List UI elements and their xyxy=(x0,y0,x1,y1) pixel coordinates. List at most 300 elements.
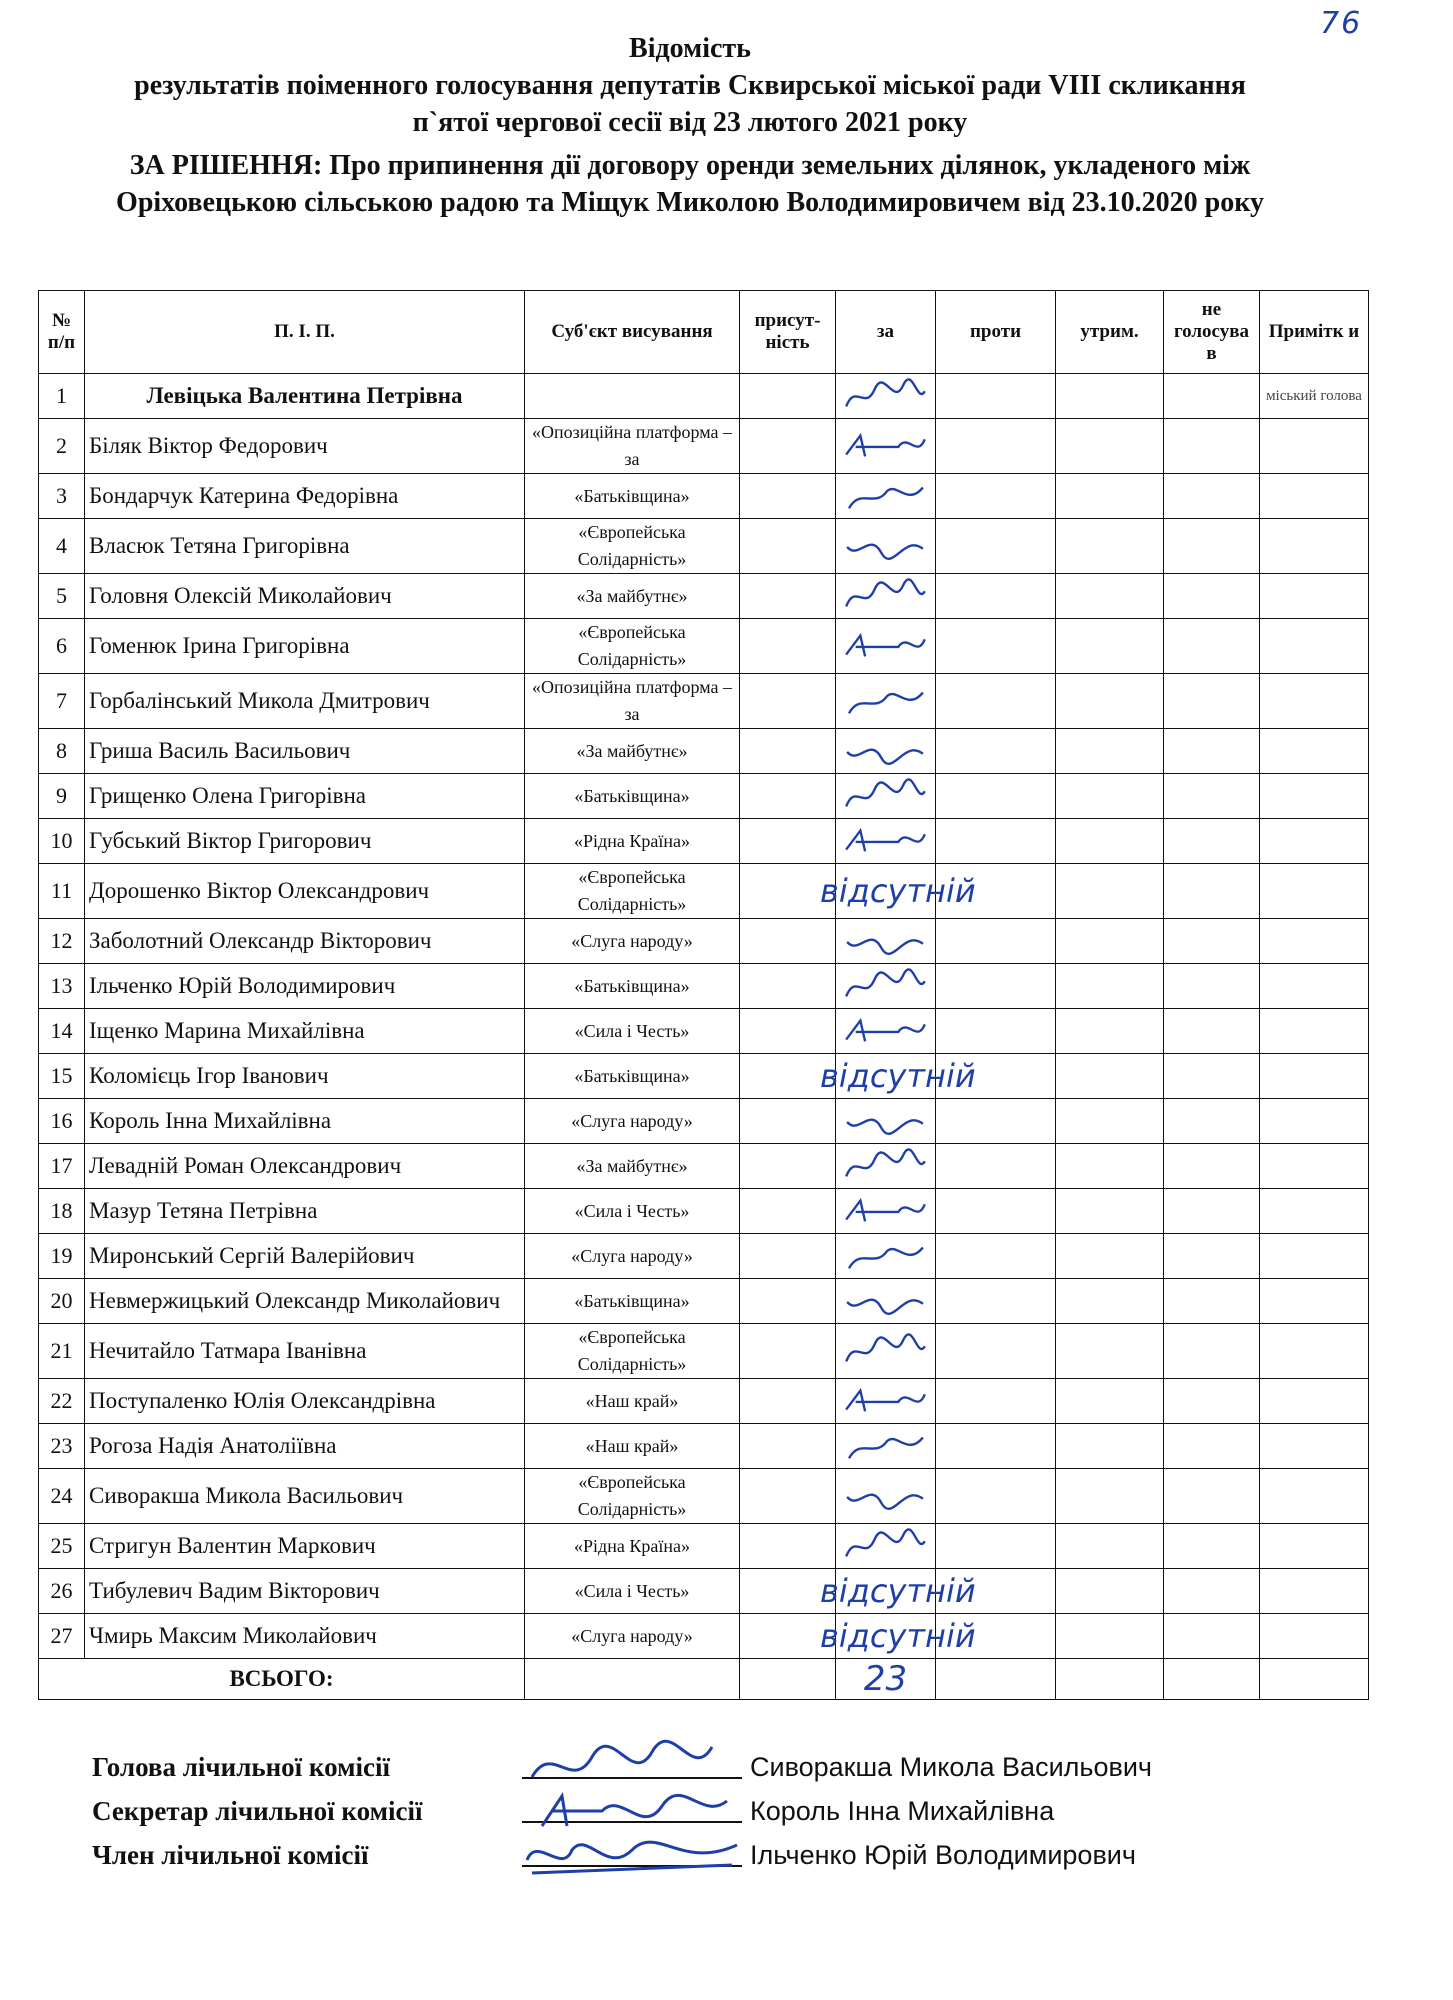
vote-against-cell xyxy=(936,1009,1056,1054)
deputy-name: Заболотний Олександр Вікторович xyxy=(85,919,525,964)
nominating-party: «Сила і Честь» xyxy=(525,1569,740,1614)
vote-abstain-cell xyxy=(1056,419,1164,474)
row-number: 15 xyxy=(39,1054,85,1099)
row-number: 26 xyxy=(39,1569,85,1614)
row-number: 3 xyxy=(39,474,85,519)
not-voted-cell xyxy=(1164,1189,1260,1234)
not-voted-cell xyxy=(1164,919,1260,964)
nominating-party: «Європейська Солідарність» xyxy=(525,1324,740,1379)
row-number: 1 xyxy=(39,374,85,419)
present-cell xyxy=(740,374,836,419)
vote-abstain-cell xyxy=(1056,919,1164,964)
table-row xyxy=(39,474,1369,519)
table-row xyxy=(39,574,1369,619)
notes-cell xyxy=(1260,1569,1369,1614)
nominating-party: «Батьківщина» xyxy=(525,774,740,819)
vote-for-cell xyxy=(836,964,936,1009)
vote-abstain-cell xyxy=(1056,1569,1164,1614)
handwritten-signature xyxy=(840,923,930,959)
row-number: 27 xyxy=(39,1614,85,1659)
vote-abstain-cell xyxy=(1056,1379,1164,1424)
commission-role: Член лічильної комісії xyxy=(92,1839,369,1870)
vote-against-cell xyxy=(936,1524,1056,1569)
vote-against-cell xyxy=(936,729,1056,774)
handwritten-signature xyxy=(840,1148,930,1184)
notes-cell xyxy=(1260,1144,1369,1189)
nominating-party: «Батьківщина» xyxy=(525,1279,740,1324)
handwritten-signature xyxy=(840,578,930,614)
table-header-row xyxy=(39,291,1369,374)
nominating-party: «Рідна Країна» xyxy=(525,819,740,864)
table-row xyxy=(39,1099,1369,1144)
vote-abstain-cell xyxy=(1056,1324,1164,1379)
handwritten-signature xyxy=(840,478,930,514)
vote-for-cell xyxy=(836,1144,936,1189)
table-row xyxy=(39,674,1369,729)
table-row xyxy=(39,964,1369,1009)
not-voted-cell xyxy=(1164,774,1260,819)
signature-line xyxy=(522,1821,742,1823)
vote-for-cell xyxy=(820,1569,976,1614)
vote-against-cell xyxy=(936,374,1056,419)
header-not-voted: не голосува в xyxy=(1164,291,1260,374)
deputy-name: Дорошенко Віктор Олександрович xyxy=(85,864,525,919)
vote-for-cell xyxy=(836,729,936,774)
table-row xyxy=(39,1189,1369,1234)
commission-row xyxy=(92,1833,1242,1877)
deputy-name: Миронський Сергій Валерійович xyxy=(85,1234,525,1279)
notes-cell: міський голова xyxy=(1260,374,1369,419)
not-voted-cell xyxy=(1164,1234,1260,1279)
handwritten-signature xyxy=(512,1825,752,1885)
commission-member-name: Сиворакша Микола Васильович xyxy=(750,1751,1152,1782)
vote-for-cell xyxy=(836,1189,936,1234)
present-cell xyxy=(740,774,836,819)
not-voted-cell xyxy=(1164,819,1260,864)
vote-abstain-cell xyxy=(1056,1469,1164,1524)
table-row xyxy=(39,1614,1369,1659)
handwritten-signature xyxy=(840,778,930,814)
vote-for-cell xyxy=(836,1524,936,1569)
present-cell xyxy=(740,1234,836,1279)
not-voted-cell xyxy=(1164,474,1260,519)
notes-cell xyxy=(1260,964,1369,1009)
nominating-party: «Батьківщина» xyxy=(525,474,740,519)
deputy-name: Біляк Віктор Федорович xyxy=(85,419,525,474)
handwritten-signature xyxy=(840,1428,930,1464)
header-abstain: утрим. xyxy=(1056,291,1164,374)
table-row xyxy=(39,819,1369,864)
notes-cell xyxy=(1260,1099,1369,1144)
vote-against-cell xyxy=(936,574,1056,619)
vote-for-cell xyxy=(836,1099,936,1144)
nominating-party xyxy=(525,374,740,419)
handwritten-signature xyxy=(840,1103,930,1139)
vote-for-cell xyxy=(836,419,936,474)
vote-against-cell xyxy=(936,1324,1056,1379)
vote-table xyxy=(38,290,1369,1700)
vote-abstain-cell xyxy=(1056,474,1164,519)
not-voted-cell xyxy=(1164,1054,1260,1099)
row-number: 24 xyxy=(39,1469,85,1524)
present-cell xyxy=(740,1009,836,1054)
present-cell xyxy=(740,964,836,1009)
table-row xyxy=(39,419,1369,474)
deputy-name: Тибулевич Вадим Вікторович xyxy=(85,1569,525,1614)
document-title: Відомість xyxy=(629,33,751,64)
deputy-name: Стригун Валентин Маркович xyxy=(85,1524,525,1569)
present-cell xyxy=(740,819,836,864)
notes-cell xyxy=(1260,1054,1369,1099)
vote-for-cell xyxy=(836,674,936,729)
present-cell xyxy=(740,729,836,774)
notes-cell xyxy=(1260,519,1369,574)
total-present xyxy=(740,1659,836,1700)
commission-member-name: Ільченко Юрій Володимирович xyxy=(750,1839,1136,1870)
table-row xyxy=(39,774,1369,819)
vote-abstain-cell xyxy=(1056,1099,1164,1144)
notes-cell xyxy=(1260,729,1369,774)
notes-cell xyxy=(1260,1379,1369,1424)
handwritten-signature xyxy=(840,1238,930,1274)
resolution-line-2: Оріховецькою сільською радою та Міщук Миколою Володимировичем від 23.10.2020 року xyxy=(116,187,1264,218)
not-voted-cell xyxy=(1164,964,1260,1009)
not-voted-cell xyxy=(1164,1379,1260,1424)
vote-for-cell xyxy=(836,1234,936,1279)
nominating-party: «Слуга народу» xyxy=(525,919,740,964)
nominating-party: «Наш край» xyxy=(525,1379,740,1424)
vote-against-cell xyxy=(936,1189,1056,1234)
nominating-party: «Європейська Солідарність» xyxy=(525,1469,740,1524)
document-subtitle-2: п`ятої чергової сесії від 23 лютого 2021 року xyxy=(412,107,968,138)
deputy-name: Сиворакша Микола Васильович xyxy=(85,1469,525,1524)
vote-against-cell xyxy=(936,519,1056,574)
commission-role: Секретар лічильної комісії xyxy=(92,1795,423,1826)
table-row xyxy=(39,1524,1369,1569)
row-number: 13 xyxy=(39,964,85,1009)
row-number: 19 xyxy=(39,1234,85,1279)
total-notes xyxy=(1260,1659,1369,1700)
table-row xyxy=(39,1144,1369,1189)
vote-for-cell xyxy=(836,1279,936,1324)
total-not-voted xyxy=(1164,1659,1260,1700)
not-voted-cell xyxy=(1164,1324,1260,1379)
deputy-name: Невмержицький Олександр Миколайович xyxy=(85,1279,525,1324)
row-number: 17 xyxy=(39,1144,85,1189)
present-cell xyxy=(740,1469,836,1524)
vote-abstain-cell xyxy=(1056,1279,1164,1324)
handwritten-signature xyxy=(840,1193,930,1229)
handwritten-signature xyxy=(840,968,930,1004)
table-row xyxy=(39,919,1369,964)
notes-cell xyxy=(1260,1424,1369,1469)
vote-abstain-cell xyxy=(1056,619,1164,674)
present-cell xyxy=(740,519,836,574)
not-voted-cell xyxy=(1164,419,1260,474)
deputy-name: Гоменюк Ірина Григорівна xyxy=(85,619,525,674)
handwritten-signature xyxy=(840,683,930,719)
row-number: 23 xyxy=(39,1424,85,1469)
not-voted-cell xyxy=(1164,1469,1260,1524)
present-cell xyxy=(740,474,836,519)
not-voted-cell xyxy=(1164,729,1260,774)
vote-against-cell xyxy=(936,419,1056,474)
notes-cell xyxy=(1260,574,1369,619)
vote-for-cell xyxy=(836,574,936,619)
commission-member-name: Король Інна Михайлівна xyxy=(750,1795,1055,1826)
notes-cell xyxy=(1260,1234,1369,1279)
vote-abstain-cell xyxy=(1056,864,1164,919)
vote-against-cell xyxy=(936,964,1056,1009)
header-notes: Примітк и xyxy=(1260,291,1369,374)
vote-abstain-cell xyxy=(1056,1614,1164,1659)
vote-abstain-cell xyxy=(1056,674,1164,729)
vote-abstain-cell xyxy=(1056,1189,1164,1234)
handwritten-signature xyxy=(840,1283,930,1319)
table-row xyxy=(39,864,1369,919)
handwritten-signature xyxy=(840,628,930,664)
table-row xyxy=(39,1469,1369,1524)
table-row xyxy=(39,1424,1369,1469)
vote-abstain-cell xyxy=(1056,1234,1164,1279)
handwritten-signature xyxy=(840,1333,930,1369)
vote-for-cell xyxy=(836,919,936,964)
vote-against-cell xyxy=(936,1099,1056,1144)
header-present: присут-ність xyxy=(740,291,836,374)
total-for xyxy=(836,1659,936,1700)
not-voted-cell xyxy=(1164,674,1260,729)
page-number: 76 xyxy=(1320,6,1363,41)
handwritten-signature xyxy=(840,1528,930,1564)
handwritten-signature xyxy=(840,528,930,564)
vote-abstain-cell xyxy=(1056,1424,1164,1469)
row-number: 11 xyxy=(39,864,85,919)
deputy-name: Горбалінський Микола Дмитрович xyxy=(85,674,525,729)
deputy-name: Левіцька Валентина Петрівна xyxy=(85,374,525,419)
not-voted-cell xyxy=(1164,619,1260,674)
nominating-party: «Сила і Честь» xyxy=(525,1009,740,1054)
vote-against-cell xyxy=(936,1234,1056,1279)
vote-table-body xyxy=(39,374,1369,1659)
absent-mark: відсутній xyxy=(820,1057,976,1095)
header-for: за xyxy=(836,291,936,374)
not-voted-cell xyxy=(1164,374,1260,419)
row-number: 18 xyxy=(39,1189,85,1234)
present-cell xyxy=(740,1524,836,1569)
vote-for-cell xyxy=(836,1009,936,1054)
vote-for-cell xyxy=(836,819,936,864)
row-number: 6 xyxy=(39,619,85,674)
nominating-party: «Опозиційна платформа – за xyxy=(525,674,740,729)
total-label: ВСЬОГО: xyxy=(39,1659,525,1700)
row-number: 20 xyxy=(39,1279,85,1324)
vote-abstain-cell xyxy=(1056,819,1164,864)
deputy-name: Грищенко Олена Григорівна xyxy=(85,774,525,819)
vote-against-cell xyxy=(936,1144,1056,1189)
notes-cell xyxy=(1260,419,1369,474)
header-party: Суб'єкт висування xyxy=(525,291,740,374)
vote-abstain-cell xyxy=(1056,574,1164,619)
vote-for-cell xyxy=(836,1379,936,1424)
nominating-party: «Європейська Солідарність» xyxy=(525,619,740,674)
present-cell xyxy=(740,919,836,964)
row-number: 4 xyxy=(39,519,85,574)
row-number: 16 xyxy=(39,1099,85,1144)
deputy-name: Бондарчук Катерина Федорівна xyxy=(85,474,525,519)
deputy-name: Іщенко Марина Михайлівна xyxy=(85,1009,525,1054)
header-against: проти xyxy=(936,291,1056,374)
vote-for-cell xyxy=(820,1614,976,1659)
deputy-name: Коломієць Ігор Іванович xyxy=(85,1054,525,1099)
total-party xyxy=(525,1659,740,1700)
vote-abstain-cell xyxy=(1056,519,1164,574)
deputy-name: Левадній Роман Олександрович xyxy=(85,1144,525,1189)
vote-against-cell xyxy=(936,1379,1056,1424)
nominating-party: «Опозиційна платформа – за xyxy=(525,419,740,474)
deputy-name: Ільченко Юрій Володимирович xyxy=(85,964,525,1009)
deputy-name: Мазур Тетяна Петрівна xyxy=(85,1189,525,1234)
table-row xyxy=(39,1009,1369,1054)
table-row xyxy=(39,1324,1369,1379)
present-cell xyxy=(740,1279,836,1324)
row-number: 22 xyxy=(39,1379,85,1424)
table-row xyxy=(39,1234,1369,1279)
notes-cell xyxy=(1260,619,1369,674)
vote-against-cell xyxy=(936,1279,1056,1324)
nominating-party: «Європейська Солідарність» xyxy=(525,864,740,919)
vote-against-cell xyxy=(936,674,1056,729)
notes-cell xyxy=(1260,1279,1369,1324)
deputy-name: Головня Олексій Миколайович xyxy=(85,574,525,619)
handwritten-signature xyxy=(840,1478,930,1514)
vote-against-cell xyxy=(936,619,1056,674)
vote-against-cell xyxy=(936,819,1056,864)
deputy-name: Рогоза Надія Анатоліївна xyxy=(85,1424,525,1469)
nominating-party: «Слуга народу» xyxy=(525,1234,740,1279)
table-row xyxy=(39,374,1369,419)
resolution-line-1: ЗА РІШЕННЯ: Про припинення дії договору оренди земельних ділянок, укладеного між xyxy=(129,150,1251,181)
deputy-name: Власюк Тетяна Григорівна xyxy=(85,519,525,574)
vote-for-cell xyxy=(836,474,936,519)
nominating-party: «За майбутнє» xyxy=(525,1144,740,1189)
table-row xyxy=(39,1379,1369,1424)
not-voted-cell xyxy=(1164,864,1260,919)
deputy-name: Король Інна Михайлівна xyxy=(85,1099,525,1144)
row-number: 21 xyxy=(39,1324,85,1379)
not-voted-cell xyxy=(1164,1009,1260,1054)
total-abstain xyxy=(1056,1659,1164,1700)
not-voted-cell xyxy=(1164,1569,1260,1614)
row-number: 8 xyxy=(39,729,85,774)
present-cell xyxy=(740,419,836,474)
nominating-party: «За майбутнє» xyxy=(525,729,740,774)
notes-cell xyxy=(1260,864,1369,919)
vote-against-cell xyxy=(936,774,1056,819)
notes-cell xyxy=(1260,1189,1369,1234)
notes-cell xyxy=(1260,474,1369,519)
signature-line xyxy=(522,1777,742,1779)
document-subtitle-1: результатів поіменного голосування депутатів Сквирської міської ради VIII скликання xyxy=(134,70,1246,101)
row-number: 12 xyxy=(39,919,85,964)
vote-abstain-cell xyxy=(1056,774,1164,819)
notes-cell xyxy=(1260,774,1369,819)
vote-for-cell xyxy=(820,1054,976,1099)
total-for-value: 23 xyxy=(863,1659,908,1699)
vote-abstain-cell xyxy=(1056,1524,1164,1569)
handwritten-signature xyxy=(840,733,930,769)
notes-cell xyxy=(1260,1524,1369,1569)
counting-commission xyxy=(92,1745,1242,1877)
handwritten-signature xyxy=(840,378,930,414)
row-number: 14 xyxy=(39,1009,85,1054)
not-voted-cell xyxy=(1164,1279,1260,1324)
nominating-party: «Слуга народу» xyxy=(525,1099,740,1144)
present-cell xyxy=(740,674,836,729)
notes-cell xyxy=(1260,1324,1369,1379)
vote-for-cell xyxy=(836,1469,936,1524)
row-number: 2 xyxy=(39,419,85,474)
present-cell xyxy=(740,574,836,619)
table-row xyxy=(39,519,1369,574)
row-number: 9 xyxy=(39,774,85,819)
table-row xyxy=(39,729,1369,774)
vote-abstain-cell xyxy=(1056,729,1164,774)
present-cell xyxy=(740,1189,836,1234)
not-voted-cell xyxy=(1164,519,1260,574)
not-voted-cell xyxy=(1164,1614,1260,1659)
not-voted-cell xyxy=(1164,1099,1260,1144)
vote-abstain-cell xyxy=(1056,1054,1164,1099)
handwritten-signature xyxy=(840,1383,930,1419)
row-number: 5 xyxy=(39,574,85,619)
notes-cell xyxy=(1260,1614,1369,1659)
notes-cell xyxy=(1260,919,1369,964)
notes-cell xyxy=(1260,1009,1369,1054)
handwritten-signature xyxy=(840,428,930,464)
absent-mark: відсутній xyxy=(820,1617,976,1655)
vote-abstain-cell xyxy=(1056,1144,1164,1189)
notes-cell xyxy=(1260,819,1369,864)
row-number: 10 xyxy=(39,819,85,864)
vote-for-cell xyxy=(836,374,936,419)
signature-line xyxy=(522,1865,742,1867)
vote-against-cell xyxy=(936,919,1056,964)
deputy-name: Нечитайло Татмара Іванівна xyxy=(85,1324,525,1379)
present-cell xyxy=(740,1424,836,1469)
nominating-party: «Батьківщина» xyxy=(525,1054,740,1099)
not-voted-cell xyxy=(1164,1144,1260,1189)
present-cell xyxy=(740,1324,836,1379)
not-voted-cell xyxy=(1164,1424,1260,1469)
deputy-name: Чмирь Максим Миколайович xyxy=(85,1614,525,1659)
commission-role: Голова лічильної комісії xyxy=(92,1751,390,1782)
vote-for-cell xyxy=(836,619,936,674)
not-voted-cell xyxy=(1164,574,1260,619)
vote-for-cell xyxy=(836,519,936,574)
vote-abstain-cell xyxy=(1056,374,1164,419)
vote-abstain-cell xyxy=(1056,1009,1164,1054)
present-cell xyxy=(740,1379,836,1424)
nominating-party: «Наш край» xyxy=(525,1424,740,1469)
present-cell xyxy=(740,619,836,674)
nominating-party: «Батьківщина» xyxy=(525,964,740,1009)
deputy-name: Губський Віктор Григорович xyxy=(85,819,525,864)
absent-mark: відсутній xyxy=(820,872,976,910)
absent-mark: відсутній xyxy=(820,1572,976,1610)
handwritten-signature xyxy=(840,1013,930,1049)
vote-for-cell xyxy=(836,1424,936,1469)
not-voted-cell xyxy=(1164,1524,1260,1569)
